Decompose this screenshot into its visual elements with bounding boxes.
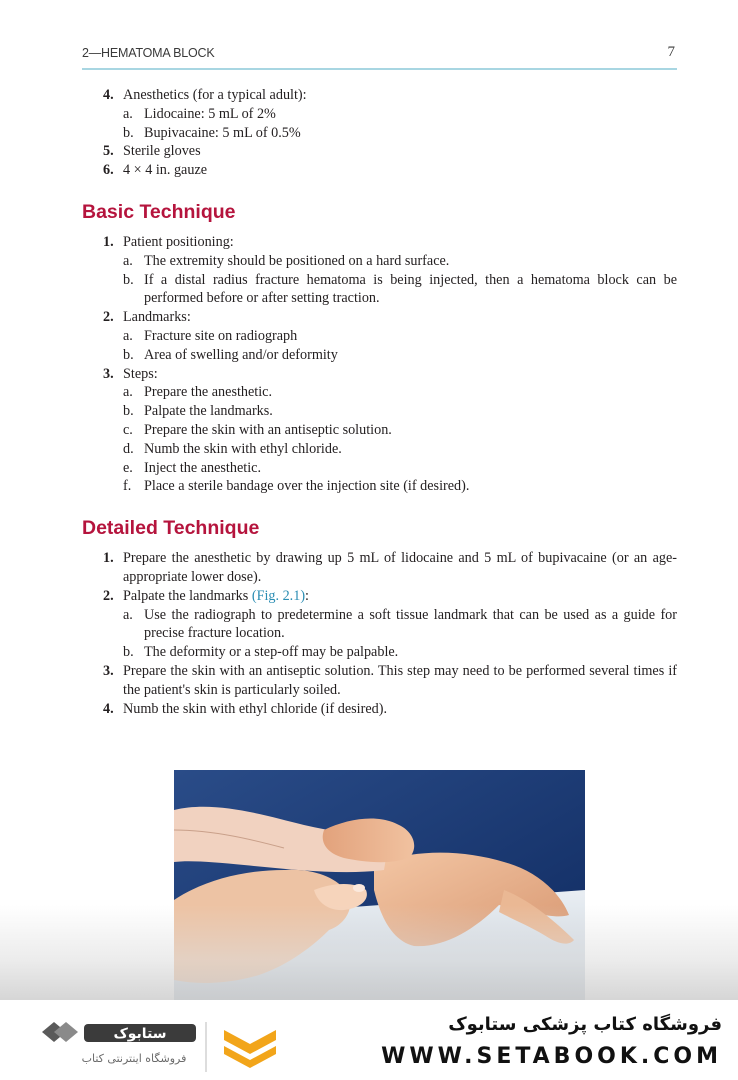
- list-item: 4. Numb the skin with ethyl chloride (if desired).: [103, 700, 387, 717]
- sub-list-item: a. Lidocaine: 5 mL of 2%: [123, 105, 276, 122]
- list-item: 3. Prepare the skin with an antiseptic solution. This step may need to be performed several times if the patient's skin is particularly soiled.: [103, 662, 677, 698]
- page-bottom-shadow: [0, 905, 738, 1005]
- page-body: [82, 86, 677, 718]
- list-item: 4. Anesthetics (for a typical adult):: [103, 87, 307, 103]
- store-name: فروشگاه کتاب پزشکی ستابوک: [448, 1014, 722, 1035]
- sub-list-item: b. Palpate the landmarks.: [123, 403, 273, 420]
- sub-list-item: e. Inject the anesthetic.: [123, 459, 261, 476]
- list-item: 1. Prepare the anesthetic by drawing up 5 mL of lidocaine and 5 mL of bupivacaine (or an age-appropriate lower dose).: [103, 550, 677, 585]
- sub-list-item: a. The extremity should be positioned on a hard surface.: [123, 252, 450, 269]
- sub-list-item: c. Prepare the skin with an antiseptic solution.: [123, 421, 392, 438]
- list-item: 5. Sterile gloves: [103, 143, 201, 160]
- sub-list-item: b. Area of swelling and/or deformity: [123, 346, 338, 363]
- list-item: 6. 4 × 4 in. gauze: [103, 162, 208, 179]
- sub-list-item: b. Bupivacaine: 5 mL of 0.5%: [123, 124, 301, 141]
- sub-list-item: a. Use the radiograph to predetermine a soft tissue landmark that can be used as a guide for precise fracture location.: [123, 606, 677, 642]
- section-heading-basic: Basic Technique: [82, 200, 236, 223]
- sub-list-item: a. Prepare the anesthetic.: [123, 384, 273, 401]
- svg-text:فروشگاه اینترنتی کتاب: فروشگاه اینترنتی کتاب: [81, 1052, 187, 1065]
- list-item: 2. Landmarks:: [103, 309, 191, 326]
- sub-list-item: a. Fracture site on radiograph: [123, 327, 298, 344]
- figure-reference-link[interactable]: (Fig. 2.1): [251, 587, 306, 604]
- running-head: 2—HEMATOMA BLOCK: [82, 46, 215, 60]
- sub-list-item: b. If a distal radius fracture hematoma is being injected, then a hematoma block can be performed before or after setting traction.: [123, 271, 677, 307]
- svg-text:ستابوک: ستابوک: [113, 1026, 167, 1042]
- list-item: 1. Patient positioning:: [103, 233, 234, 250]
- setabook-logo: [34, 1018, 294, 1076]
- list-item: 2. Palpate the landmarks (Fig. 2.1):: [103, 587, 309, 604]
- watermark-footer: [0, 1000, 738, 1080]
- sub-list-item: f. Place a sterile bandage over the injection site (if desired).: [123, 478, 470, 495]
- section-heading-detailed: Detailed Technique: [82, 517, 260, 540]
- store-url[interactable]: WWW.SETABOOK.COM: [381, 1044, 722, 1069]
- sub-list-item: b. The deformity or a step-off may be palpable.: [123, 644, 399, 661]
- sub-list-item: d. Numb the skin with ethyl chloride.: [123, 440, 342, 457]
- page-header: [82, 44, 677, 70]
- list-item: 3. Steps:: [103, 365, 158, 382]
- page-number: 7: [667, 44, 675, 60]
